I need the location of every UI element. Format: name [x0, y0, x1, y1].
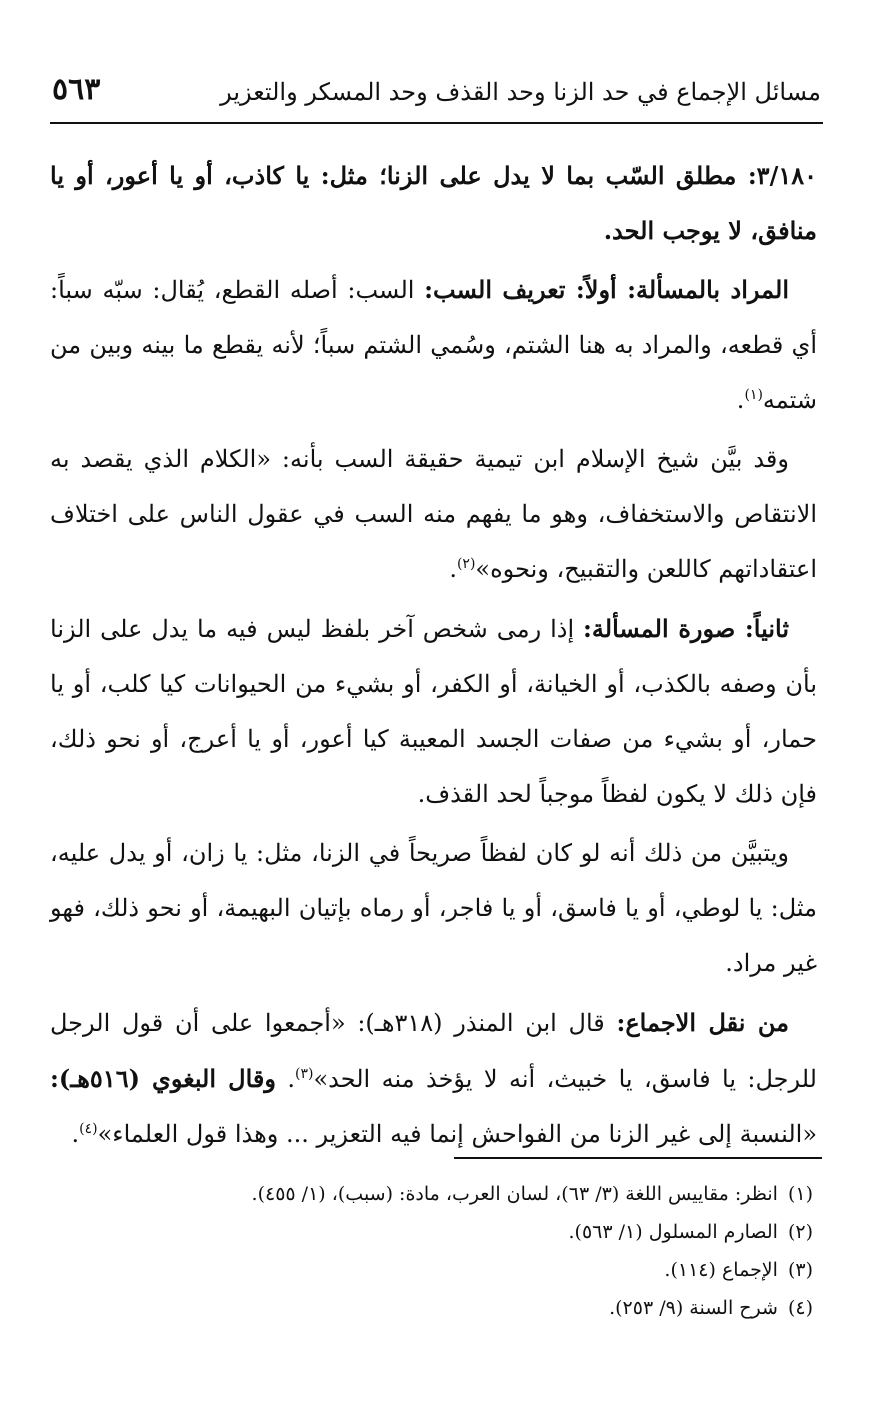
definition-label: المراد بالمسألة: أولاً: تعريف السب: — [424, 275, 789, 304]
ibn-al-mundhir-quote: قال ابن المنذر (٣١٨هـ): «أجمعوا على أن قول الرجل للرجل: يا فاسق، يا خبيث، أنه لا يؤخذ منه الحد» — [50, 1009, 817, 1093]
footnote-number: (١) — [787, 1183, 813, 1205]
footnote-text: شرح السنة (٩/ ٢٥٣). — [609, 1297, 778, 1319]
footnote-ref-1[interactable]: (١) — [744, 387, 763, 403]
footnote-2 — [50, 1214, 813, 1250]
footnote-number: (٤) — [787, 1297, 813, 1319]
baghawi-label: وقال البغوي (٥١٦هـ): — [50, 1064, 276, 1093]
running-title: مسائل الإجماع في حد الزنا وحد القذف وحد المسكر والتعزير — [220, 78, 821, 106]
footnote-number: (٢) — [787, 1221, 813, 1243]
main-text — [50, 148, 817, 1166]
footnotes — [50, 1176, 813, 1328]
footnote-number: (٣) — [787, 1259, 813, 1281]
issue-form-label: ثانياً: صورة المسألة: — [583, 614, 789, 643]
footnote-rule — [454, 1157, 822, 1159]
paragraph-ibn-taymiyya: وقد بيَّن شيخ الإسلام ابن تيمية حقيقة السب بأنه: «الكلام الذي يقصد به الانتقاص والاستخفاف، وهو ما يفهم منه السب في عقول الناس على اختلاف اعتقاداتهم كاللعن والتقبيح، ونحوه»$^{(٢)}$. — [50, 445, 817, 583]
paragraph-consensus: من نقل الاجماع: قال ابن المنذر (٣١٨هـ): «أجمعوا على أن قول الرجل للرجل: يا فاسق، يا خبيث، أنه لا يؤخذ منه الحد»$^{(٣)}$. وقال البغوي (٥١٦هـ): «النسبة إلى غير الزنا من الفواحش إنما فيه التعزير ... وهذا قول العلماء»$^{(٤)}$. — [50, 1008, 817, 1148]
footnote-3 — [50, 1252, 813, 1288]
issue-number: ٣/١٨٠: — [747, 161, 817, 190]
clarification-text: ويتبيَّن من ذلك أنه لو كان لفظاً صريحاً في الزنا، مثل: يا زان، أو يدل عليه، مثل: يا لوطي، أو يا فاسق، أو يا فاجر، أو رماه بإتيان البهيمة، أو نحو ذلك، فهو غير مراد. — [50, 839, 817, 977]
footnote-text: الإجماع (١١٤). — [664, 1259, 778, 1281]
footnote-1 — [50, 1176, 813, 1212]
footnote-text: الصارم المسلول (١/ ٥٦٣). — [568, 1221, 778, 1243]
issue-heading — [50, 148, 817, 258]
ibn-taymiyya-text: وقد بيَّن شيخ الإسلام ابن تيمية حقيقة السب بأنه: «الكلام الذي يقصد به الانتقاص والاستخفاف، وهو ما يفهم منه السب في عقول الناس على اختلاف اعتقاداتهم كاللعن والتقبيح، ونحوه» — [50, 445, 817, 583]
paragraph-definition: المراد بالمسألة: أولاً: تعريف السب: السب: أصله القطع، يُقال: سبّه سباً: أي قطعه، والمراد به هنا الشتم، وسُمي الشتم سباً؛ لأنه يقطع ما بينه وبين من شتمه$^{(١)}$. — [50, 275, 818, 414]
issue-title: مطلق السّب بما لا يدل على الزنا؛ مثل: يا كاذب، أو يا أعور، أو يا منافق، لا يوجب الحد. — [50, 161, 817, 245]
footnote-4 — [50, 1290, 813, 1326]
consensus-label: من نقل الاجماع: — [616, 1008, 790, 1037]
page-number: ٥٦٣ — [52, 72, 101, 107]
paragraph-clarification — [50, 826, 817, 991]
footnote-text: انظر: مقاييس اللغة (٣/ ٦٣)، لسان العرب، مادة: (سبب)، (١/ ٤٥٥). — [251, 1183, 778, 1205]
page-header — [52, 70, 821, 122]
baghawi-quote: «النسبة إلى غير الزنا من الفواحش إنما فيه التعزير ... وهذا قول العلماء» — [97, 1120, 817, 1148]
definition-text: السب: أصله القطع، يُقال: سبّه سباً: أي قطعه، والمراد به هنا الشتم، وسُمي الشتم سباً؛ لأنه يقطع ما بينه وبين من شتمه — [50, 276, 818, 414]
issue-form-text: إذا رمى شخص آخر بلفظ ليس فيه ما يدل على الزنا بأن وصفه بالكذب، أو الخيانة، أو الكفر، أو بشيء من الحيوانات كيا كلب، أو يا حمار، أو بشيء من صفات الجسد المعيبة كيا أعور، أو يا أعرج، أو نحو ذلك، فإن ذلك لا يكون لفظاً موجباً لحد القذف. — [50, 615, 817, 808]
footnote-ref-2[interactable]: (٢) — [456, 556, 476, 572]
paragraph-issue-form — [50, 601, 817, 822]
footnote-ref-4[interactable]: (٤) — [79, 1121, 98, 1137]
footnote-ref-3[interactable]: (٣) — [295, 1066, 314, 1082]
header-rule — [50, 122, 823, 124]
